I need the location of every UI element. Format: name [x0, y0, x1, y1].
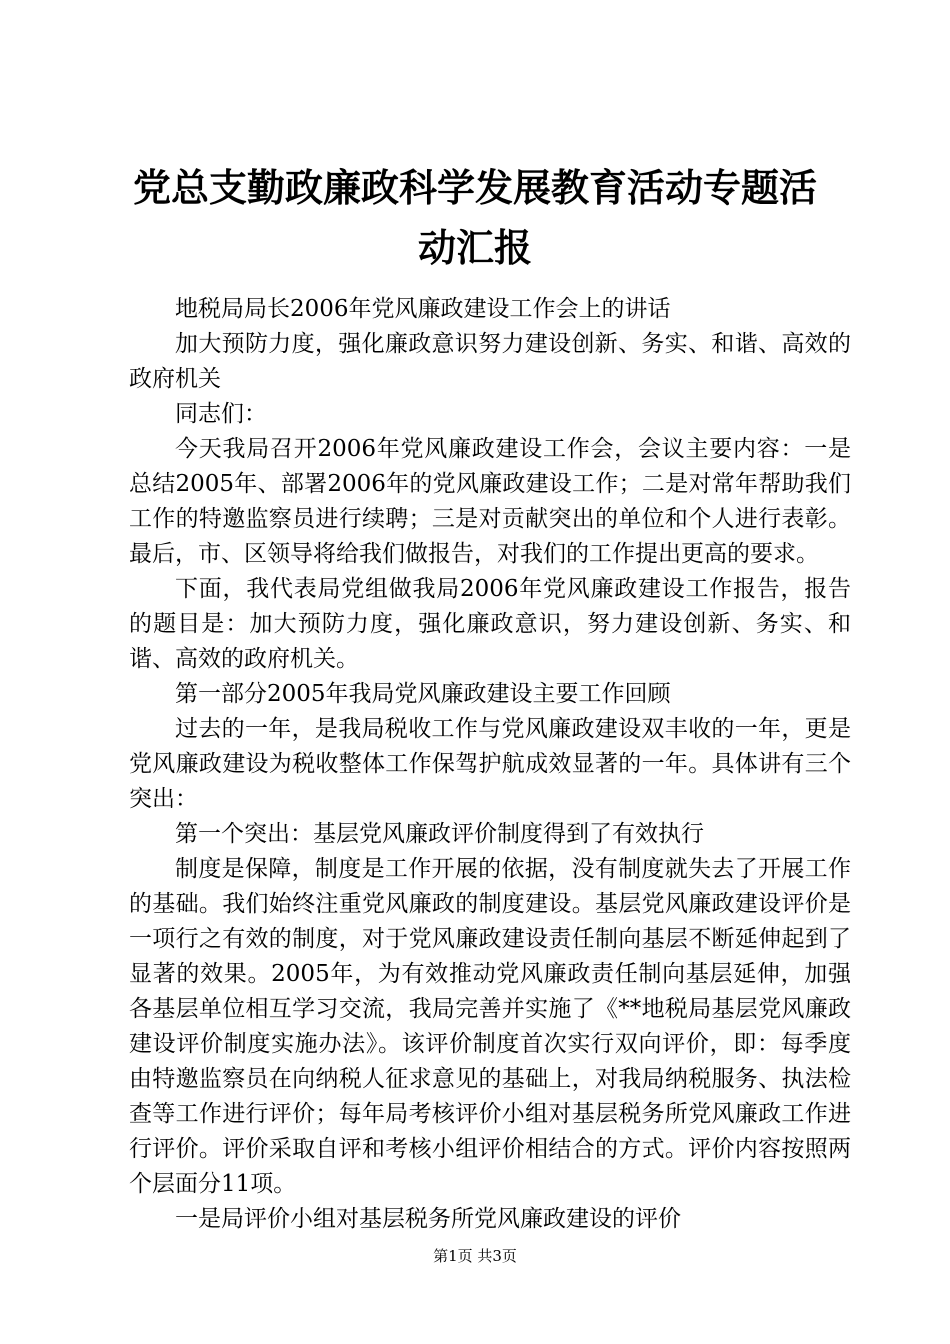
paragraph-salutation: 同志们：	[175, 401, 267, 427]
paragraph-year-review: 过去的一年，是我局税收工作与党风廉政建设双丰收的一年，更是党风廉政建设为税收整体工作保驾护航成效显著的一年。具体讲有三个突出：	[129, 716, 851, 812]
paragraph-speech-heading: 地税局局长2006年党风廉政建设工作会上的讲话	[175, 296, 671, 322]
paragraph-system-building: 制度是保障，制度是工作开展的依据，没有制度就失去了开展工作的基础。我们始终注重党风廉政的制度建设。基层党风廉政建设评价是一项行之有效的制度，对于党风廉政建设责任制向基层不断延伸起到了显著的效果。2005年，为有效推动党风廉政责任制向基层延伸，加强各基层单位相互学习交流，我局完善并实施了《**地税局基层党风廉政建设评价制度实施办法》。该评价制度首次实行双向评价，即：每季度由特邀监察员在向纳税人征求意见的基础上，对我局纳税服务、执法检查等工作进行评价；每年局考核评价小组对基层税务所党风廉政工作进行评价。评价采取自评和考核小组评价相结合的方式。评价内容按照两个层面分11项。	[129, 856, 851, 1197]
paragraph-meeting-content: 今天我局召开2006年党风廉政建设工作会，会议主要内容：一是总结2005年、部署2006年的党风廉政建设工作；二是对常年帮助我们工作的特邀监察员进行续聘；三是对贡献突出的单位和个人进行表彰。最后，市、区领导将给我们做报告，对我们的工作提出更高的要求。	[129, 436, 851, 567]
document-title: 党总支勤政廉政科学发展教育活动专题活动汇报	[132, 165, 817, 270]
paragraph-subtitle: 加大预防力度，强化廉政意识努力建设创新、务实、和谐、高效的政府机关	[129, 331, 851, 392]
paragraph-first-highlight: 第一个突出：基层党风廉政评价制度得到了有效执行	[175, 821, 704, 847]
paragraph-report-intro: 下面，我代表局党组做我局2006年党风廉政建设工作报告，报告的题目是：加大预防力度，强化廉政意识，努力建设创新、务实、和谐、高效的政府机关。	[129, 576, 851, 672]
paragraph-part-one-heading: 第一部分2005年我局党风廉政建设主要工作回顾	[175, 681, 671, 707]
page-footer: 第1页 共3页	[433, 1247, 517, 1265]
paragraph-evaluation-item-one: 一是局评价小组对基层税务所党风廉政建设的评价	[175, 1206, 681, 1232]
document-body	[129, 292, 851, 1237]
